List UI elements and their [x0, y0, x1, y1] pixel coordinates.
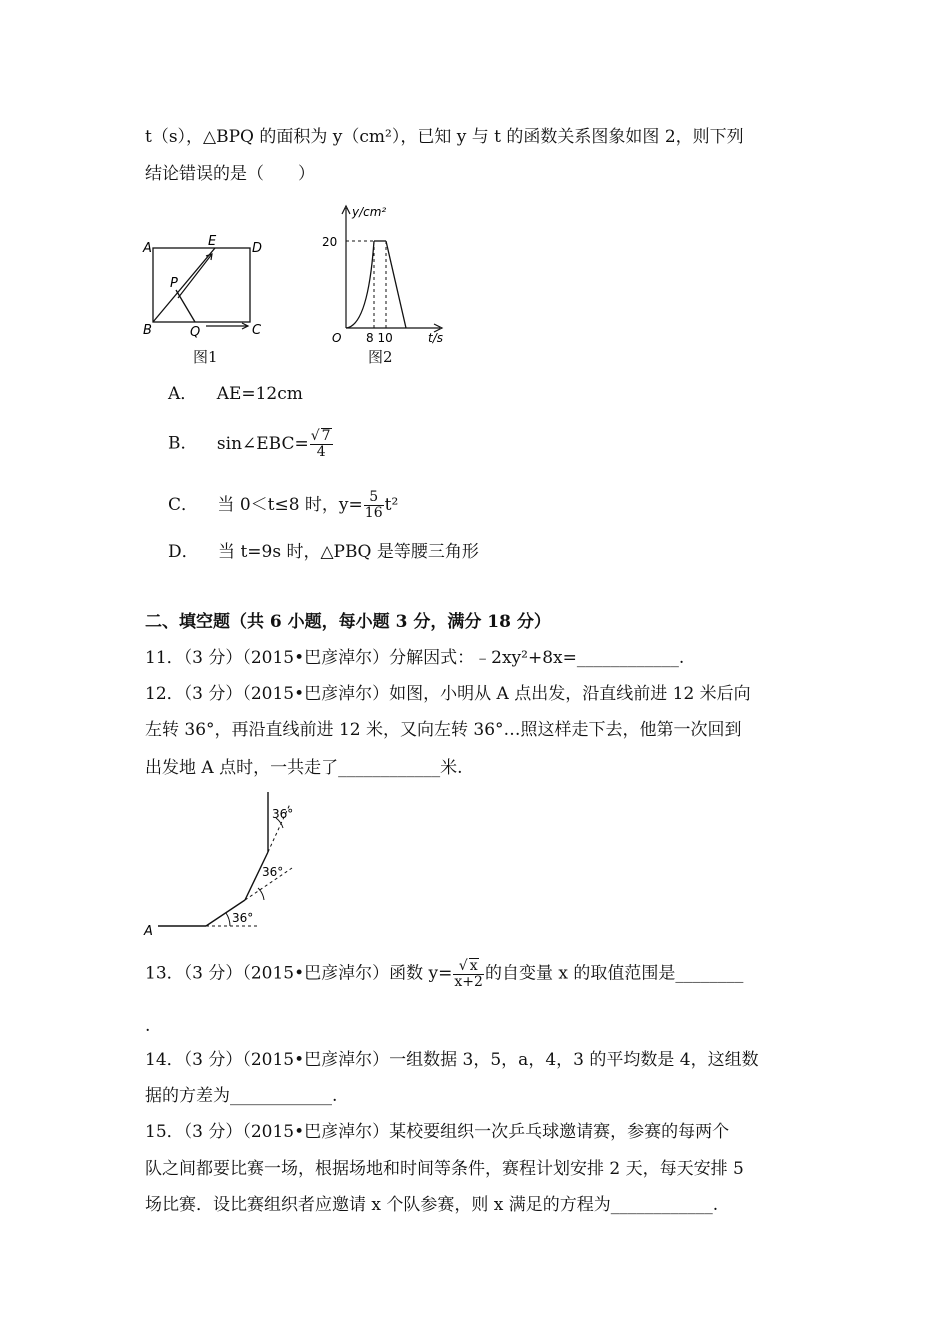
option-b-numerator: 7	[321, 428, 331, 444]
option-b-label: B．	[168, 433, 198, 454]
q13-line1	[145, 958, 743, 990]
option-b-prefix: sin∠EBC=	[216, 433, 309, 454]
q10-line1: t（s），△BPQ 的面积为 y（cm²），已知 y 与 t 的函数关系图象如图 2，则下列	[145, 127, 744, 147]
option-b-fraction: $\frac{√ 7}{4}$	[310, 428, 331, 460]
option-c-fraction	[364, 490, 384, 521]
q13-numerator: x	[469, 958, 478, 974]
q13-suffix: 的自变量 x 的取值范围是________	[484, 963, 744, 984]
q14-line1: 14．（3 分）（2015•巴彦淖尔）一组数据 3，5，a，4，3 的平均数是 4，这组数	[145, 1050, 759, 1070]
q13-line2: .	[145, 1016, 151, 1036]
q12-line2: 左转 36°，再沿直线前进 12 米，又向左转 36°…照这样走下去，他第一次回到	[145, 720, 742, 740]
section2-heading: 二、填空题（共 6 小题，每小题 3 分，满分 18 分）	[145, 612, 551, 632]
fig1-label-c: C	[252, 323, 262, 338]
fig1-label-q: Q	[190, 325, 201, 340]
fig1-label-e: E	[208, 234, 217, 249]
q10-figure2	[318, 198, 458, 346]
option-d-text: 当 t=9s 时，△PBQ 是等腰三角形	[218, 542, 479, 562]
q15-line2: 队之间都要比赛一场，根据场地和时间等条件，赛程计划安排 2 天，每天安排 5	[145, 1159, 744, 1179]
q10-option-a	[168, 382, 303, 406]
q12-angle3: 36°	[272, 807, 294, 821]
fig1-label-p: P	[170, 276, 178, 291]
q10-fig1-caption: 图1	[193, 348, 218, 366]
option-d-label: D．	[168, 542, 199, 562]
q13-prefix: 13．（3 分）（2015•巴彦淖尔）函数 y=	[145, 963, 453, 984]
q12-figure	[140, 790, 320, 940]
q14-line2: 据的方差为____________.	[145, 1086, 338, 1106]
q12-line1: 12．（3 分）（2015•巴彦淖尔）如图，小明从 A 点出发，沿直线前进 12 米后向	[145, 684, 751, 704]
q12-label-a: A	[144, 924, 153, 939]
fig2-y-axis-label: y/cm²	[352, 205, 387, 219]
option-c-denominator: 16	[364, 505, 383, 521]
option-b-denominator: 4	[316, 444, 326, 460]
option-c-label: C．	[168, 495, 199, 515]
option-a-label: A．	[168, 384, 198, 404]
q12-line3: 出发地 A 点时，一共走了____________米.	[145, 758, 463, 778]
option-c-suffix: t²	[384, 495, 399, 515]
fig1-label-b: B	[143, 323, 152, 338]
q13-denominator: x+2	[454, 974, 483, 990]
q13-fraction: $\frac{√ x}{x+2}$	[454, 958, 483, 990]
option-c-prefix: 当 0＜t≤8 时，y=	[217, 495, 363, 515]
q10-option-d	[168, 540, 479, 564]
fig2-y-tick-label: 20	[322, 235, 338, 249]
fig1-label-a: A	[143, 241, 152, 256]
q10-fig2-caption: 图2	[368, 348, 393, 366]
fig1-label-d: D	[252, 241, 263, 256]
option-a-text: AE=12cm	[216, 384, 303, 404]
q10-figure1	[140, 230, 270, 345]
fig2-x-ticks-label: 8 10	[366, 331, 393, 345]
q15-line3: 场比赛．设比赛组织者应邀请 x 个队参赛，则 x 满足的方程为____________.	[145, 1195, 719, 1215]
q10-line2: 结论错误的是（ ）	[145, 164, 315, 184]
q10-option-b	[168, 428, 334, 460]
q12-angle2: 36°	[262, 865, 284, 879]
q12-angle1: 36°	[232, 911, 254, 925]
q11-text: 11．（3 分）（2015•巴彦淖尔）分解因式：﹣2xy²+8x=____________.	[145, 648, 685, 668]
fig2-origin-label: O	[332, 331, 342, 345]
option-c-numerator: 5	[364, 490, 384, 506]
fig2-x-axis-label: t/s	[428, 331, 443, 345]
q15-line1: 15．（3 分）（2015•巴彦淖尔）某校要组织一次乒乓球邀请赛，参赛的每两个	[145, 1122, 730, 1142]
q10-option-c	[168, 490, 398, 521]
